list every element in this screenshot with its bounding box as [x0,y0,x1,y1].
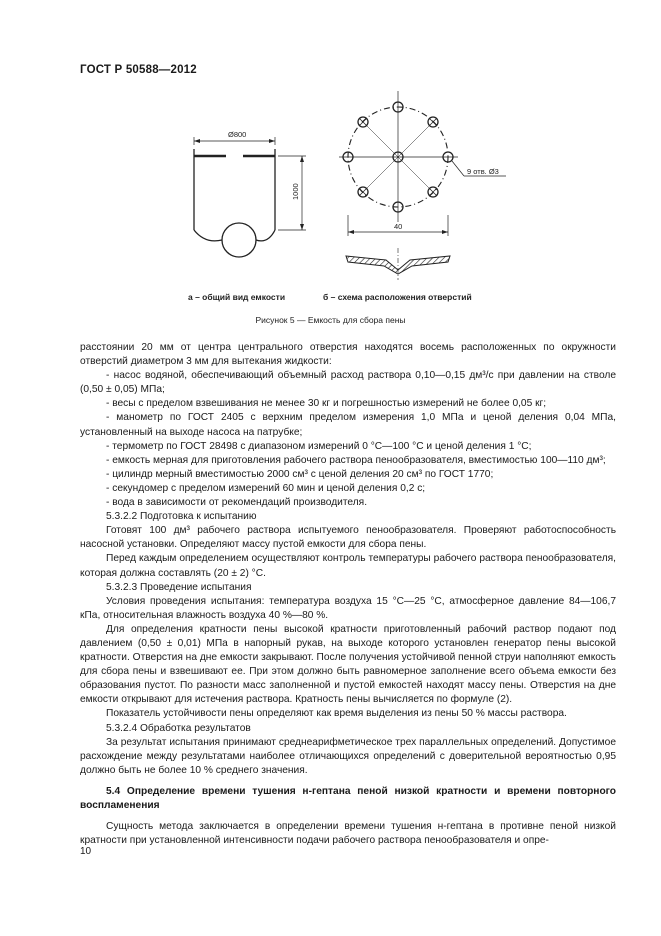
subsection-title: 5.3.2.3 Проведение испытания [106,581,252,593]
list-item: - манометр по ГОСТ 2405 с верхним пределом измерения 1,0 МПа и ценой деления 0,04 МПа, установленный на выходе насоса на патрубке; [80,412,616,438]
list-item: - насос водяной, обеспечивающий объемный расход раствора 0,10—0,15 дм³/с при давлении на стволе (0,50 ± 0,05) МПа; [80,370,616,396]
figure-drawing [0,0,661,340]
width-label: 40 [394,222,403,231]
paragraph: Перед каждым определением осуществляют контроль температуры рабочего раствора пенообразователя, которая должна составлять (20 ± 2) °С. [80,553,616,579]
subsection-title: 5.3.2.2 Подготовка к испытанию [106,511,257,523]
paragraph: Условия проведения испытания: температура воздуха 15 °С—25 °С, атмосферное давление 84—106,7 кПа, относительная влажность воздуха 40 %—80 %. [80,595,616,621]
subfigure-a-caption: а – общий вид емкости [188,292,286,302]
body-text [80,341,616,848]
paragraph: За результат испытания принимают среднеарифметическое трех параллельных определений. Допустимое расхождение между результатами наиболее отличающихся определений с доверительной вероятностью 0,95 должно быть не более 10 % среднего значения. [80,736,616,776]
figure-5 [0,0,661,340]
height-label: 1000 [291,183,300,200]
bottom-section-view [346,248,450,280]
hole-layout-scheme [339,91,506,236]
paragraph: Для определения кратности пены высокой кратности приготовленный рабочий раствор подают под давлением (0,50 ± 0,01) МПа в напорный рукав, на выходе которого установлен генератор пены высокой кратности. Отверстия на дне емкости закрывают. После получения устойчивой пенной струи наполняют емкость для сбора пены и взвешивают ее. При этом должно быть равномерное заполнение всего объема емкости без образования пустот. По разности масс заполненной и пустой емкостей находят массу пены. Отверстия на дне емкости открывают для истечения раствора. Кратность пены вычисляется по формуле (2). [80,623,616,706]
page-number: 10 [80,846,92,857]
list-item: - цилиндр мерный вместимостью 2000 см³ с ценой деления 20 см³ по ГОСТ 1770; [106,468,494,480]
diameter-label: Ø800 [228,130,247,139]
list-item: - секундомер с пределом измерений 60 мин и ценой деления 0,2 с; [106,482,426,494]
holes-label: 9 отв. Ø3 [467,167,499,176]
subsection-title: 5.3.2.4 Обработка результатов [106,722,251,734]
paragraph: расстоянии 20 мм от центра центрального отверстия находятся восемь расположенных по окружности отверстий диаметром 3 мм для вытекания жидкости: [80,342,616,368]
list-item: - емкость мерная для приготовления рабочего раствора пенообразователя, вместимостью 100—110 дм³; [106,454,606,466]
container-general-view [194,137,306,257]
section-heading: 5.4 Определение времени тушения н-гептана пеной низкой кратности и времени повторного воспламенения [80,785,616,811]
list-item: - термометр по ГОСТ 28498 с диапазоном измерений 0 °С—100 °С и ценой деления 1 °С; [106,440,532,452]
paragraph: Готовят 100 дм³ рабочего раствора испытуемого пенообразователя. Проверяют работоспособность насосной установки. Определяют массу пустой емкости для сбора пены. [80,525,616,551]
list-item: - весы с пределом взвешивания не менее 30 кг и погрешностью измерений не более 0,05 кг; [106,398,547,410]
subfigure-b-caption: б – схема расположения отверстий [323,292,472,302]
document-code: ГОСТ Р 50588—2012 [80,64,197,76]
paragraph: Сущность метода заключается в определении времени тушения н-гептана в противне пеной низкой кратности при установленной интенсивности подачи рабочего раствора пенообразователя и опре- [80,821,616,847]
figure-caption: Рисунок 5 — Емкость для сбора пены [255,315,406,325]
paragraph: Показатель устойчивости пены определяют как время выделения из пены 50 % массы раствора. [106,708,567,720]
list-item: - вода в зависимости от рекомендаций производителя. [106,497,368,509]
